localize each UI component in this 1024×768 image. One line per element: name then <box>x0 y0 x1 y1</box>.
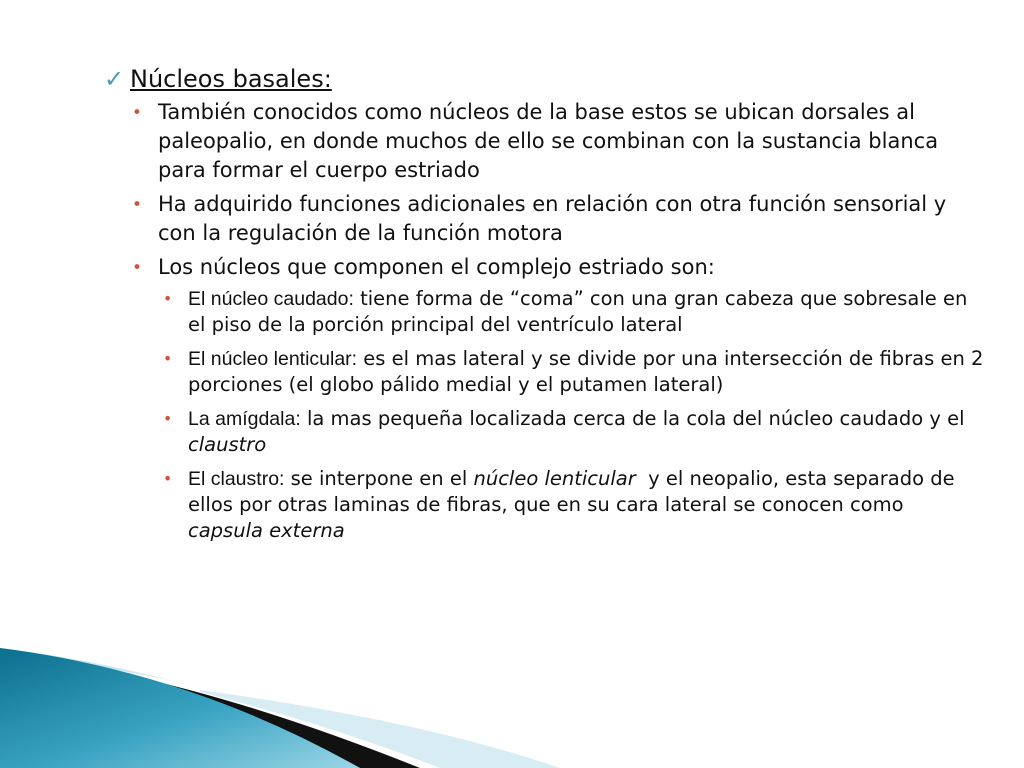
sub-bullet-text <box>188 466 984 544</box>
bullet-dot-icon: • <box>132 194 142 214</box>
section-heading <box>104 64 984 94</box>
italic-term: núcleo lenticular <box>473 467 636 490</box>
italic-term: capsula externa <box>188 519 345 542</box>
sub-bullet-text <box>188 286 984 338</box>
description: tiene forma de “coma” con una gran cabeza que sobresale en el piso de la porción principal del ventrículo lateral <box>188 287 968 336</box>
sub-bullet-text <box>188 346 984 398</box>
sub-bullet-item <box>163 286 984 338</box>
sub-bullet-text <box>188 406 984 458</box>
description: es el mas lateral y se divide por una intersección de fibras en 2 porciones (el globo pálido medial y el putamen lateral) <box>188 347 984 396</box>
description: se interpone en el <box>284 467 474 490</box>
bullet-dot-icon: • <box>163 290 173 308</box>
bullet-item <box>132 98 984 185</box>
description: y el neopalio, esta separado de ellos por otras laminas de fibras, que en su cara lateral se conocen como <box>188 467 961 516</box>
heading-text: Núcleos basales: <box>130 65 332 93</box>
term-label: El núcleo caudado: <box>188 288 354 310</box>
check-icon: ✓ <box>104 65 125 93</box>
bullet-dot-icon: • <box>132 102 142 122</box>
term-label: La amígdala: <box>188 408 301 430</box>
sub-bullet-list <box>107 286 984 552</box>
sub-bullet-item <box>163 346 984 398</box>
bullet-text: Ha adquirido funciones adicionales en relación con otra función sensorial y con la regulación de la función motora <box>158 192 947 245</box>
bullet-item <box>132 190 984 248</box>
sub-bullet-item <box>163 406 984 458</box>
bullet-text: Los núcleos que componen el complejo estriado son: <box>158 255 715 279</box>
bullet-item <box>132 253 984 552</box>
bullet-dot-icon: • <box>163 410 173 428</box>
slide-content <box>104 64 984 557</box>
bullet-text: También conocidos como núcleos de la base estos se ubican dorsales al paleopalio, en donde muchos de ello se combinan con la sustancia blanca para formar el cuerpo estriado <box>158 100 939 182</box>
sub-bullet-item <box>163 466 984 544</box>
bullet-dot-icon: • <box>163 470 173 488</box>
italic-term: claustro <box>188 433 267 456</box>
bullet-dot-icon: • <box>132 257 142 277</box>
bullet-list <box>104 98 984 552</box>
term-label: El claustro: <box>188 468 285 490</box>
bullet-dot-icon: • <box>163 350 173 368</box>
description: la mas pequeña localizada cerca de la cola del núcleo caudado y el <box>300 407 965 430</box>
term-label: El núcleo lenticular: <box>188 348 358 370</box>
